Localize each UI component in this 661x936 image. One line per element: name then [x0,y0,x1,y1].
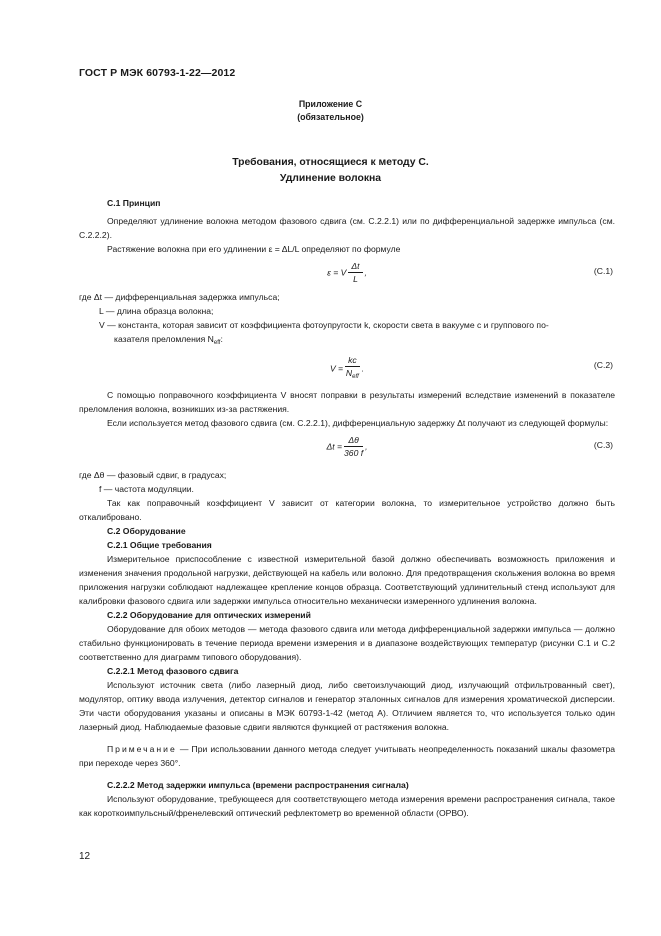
formula-c3-lhs: Δt = [326,441,343,452]
formula-c3: Δt = $\frac{\Delta\theta}{360 f}$ , (С.3) [326,435,613,458]
formula-c3-numerator: Δθ [344,434,363,447]
paragraph-phase-shift: Если используется метод фазового сдвига (см. С.2.2.1), дифференциальную задержку Δt получают из следующей формулы: [107,418,609,428]
section-c1-paragraph-1: Определяют удлинение волокна методом фазового сдвига (см. С.2.2.1) или по дифференциальной задержке импульса (см. С.2.2.2). [79,216,615,240]
where-line-2: L — длина образца волокна; [99,306,214,316]
formula-c2-number: (С.2) [593,360,613,370]
title-line-1: Требования, относящиеся к методу С. [232,157,429,168]
section-c221-heading: С.2.2.1 Метод фазового сдвига [107,666,239,676]
section-c2-heading: С.2 Оборудование [107,526,186,536]
formula-c2-denominator: $N_{eff}$ [345,368,359,380]
section-c21-paragraph: Измерительное приспособление с известной измерительной базой должно обеспечивать возможность приложения и изменения значения продольной нагрузки, действующей на кабель или волокно. Для предотвращения скольжения волокна во время приложения нагрузки соблюдают надлежащее крепление концов образца. Соответствующий удлинительный стенд используют для калибровки фазового сдвига или задержки импульса относительно механически измеренного удлинения волокна. [79,554,615,606]
section-c22-paragraph: Оборудование для обоих методов — метода фазового сдвига или метода дифференциальной задержки импульса — должно стабильно функционировать в течение периода времени измерения и в диапазоне воздействующих температур (рисунки С.1 и С.2 соответственно для диаграмм типового оборудования). [79,624,615,662]
page-number: 12 [79,851,91,862]
section-c222-paragraph: Используют оборудование, требующееся для соответствующего метода измерения времени распространения сигнала, такое как короткоимпульсный/френелевский оптический рефлектометр во временной области (ОРВО). [79,794,615,818]
where2-line-1: где Δθ — фазовый сдвиг, в градусах; [79,470,227,480]
note-label: Примечание [107,744,177,754]
where-line-3: V — константа, которая зависит от коэффициента фотоупругости k, скорости света в вакууме c и группового по- [99,320,549,330]
where-line-4: казателя преломления $N_{eff}$: [114,334,223,346]
title-line-2: Удлинение волокна [279,173,382,184]
paragraph-calibration: Так как поправочный коэффициент V зависит от категории волокна, то измерительное устройство должно быть откалибровано. [79,498,615,522]
section-c222-heading: С.2.2.2 Метод задержки импульса (времени распространения сигнала) [107,780,409,790]
appendix-title [0,155,661,187]
formula-c1-lhs: ε = V [327,267,347,278]
where-line-1: где Δt — дифференциальная задержка импульса; [79,292,280,302]
formula-c3-number: (С.3) [593,440,613,450]
formula-c1: ε = V $\frac{\Delta t}{L}$ , (С.1) [327,261,613,284]
section-c1-paragraph-2: Растяжение волокна при его удлинении ε = ΔL/L определяют по формуле [107,244,401,254]
note [79,742,615,770]
appendix-line-1: Приложение С [298,99,363,109]
body-text [79,196,615,820]
formula-c3-denominator: 360 f [344,448,364,458]
formula-c2: V = $\frac{kc}{N_{eff}}$ . (С.2) [79,350,615,384]
section-c22-heading: С.2.2 Оборудование для оптических измерений [107,610,311,620]
section-c1-heading: С.1 Принцип [107,198,161,208]
standard-code: ГОСТ Р МЭК 60793-1-22—2012 [79,67,236,79]
formula-c1-number: (С.1) [593,266,613,276]
appendix-label [0,98,661,124]
note-text: — При использовании данного метода следует учитывать неопределенность показаний шкалы фазометра при переходе через 360°. [79,744,616,768]
formula-c1-numerator: Δt [348,260,362,273]
formula-c1-denominator: L [353,274,358,284]
formula-c2-lhs: V = [329,363,344,374]
appendix-line-2: (обязательное) [297,112,364,122]
paragraph-correction: С помощью поправочного коэффициента V вносят поправки в результаты измерений вследствие изменений в показателе преломления волокна, возникших из-за растяжения. [79,390,615,414]
formula-c2-numerator: kc [345,354,360,367]
section-c21-heading: С.2.1 Общие требования [107,540,212,550]
where2-line-2: f — частота модуляции. [99,484,194,494]
section-c221-paragraph: Используют источник света (либо лазерный диод, либо светоизлучающий диод, излучающий отфильтрованный свет), модулятор, оптику ввода излучения, детектор сигналов и генератор эталонных сигналов для измерения хроматической дисперсии. Эти части оборудования указаны и описаны в МЭК 60793-1-42 (метод А). Отличием является то, что используется только один лазерный диод. Наблюдаемые фазовые сдвиги являются функцией от растяжения волокна. [79,680,615,732]
